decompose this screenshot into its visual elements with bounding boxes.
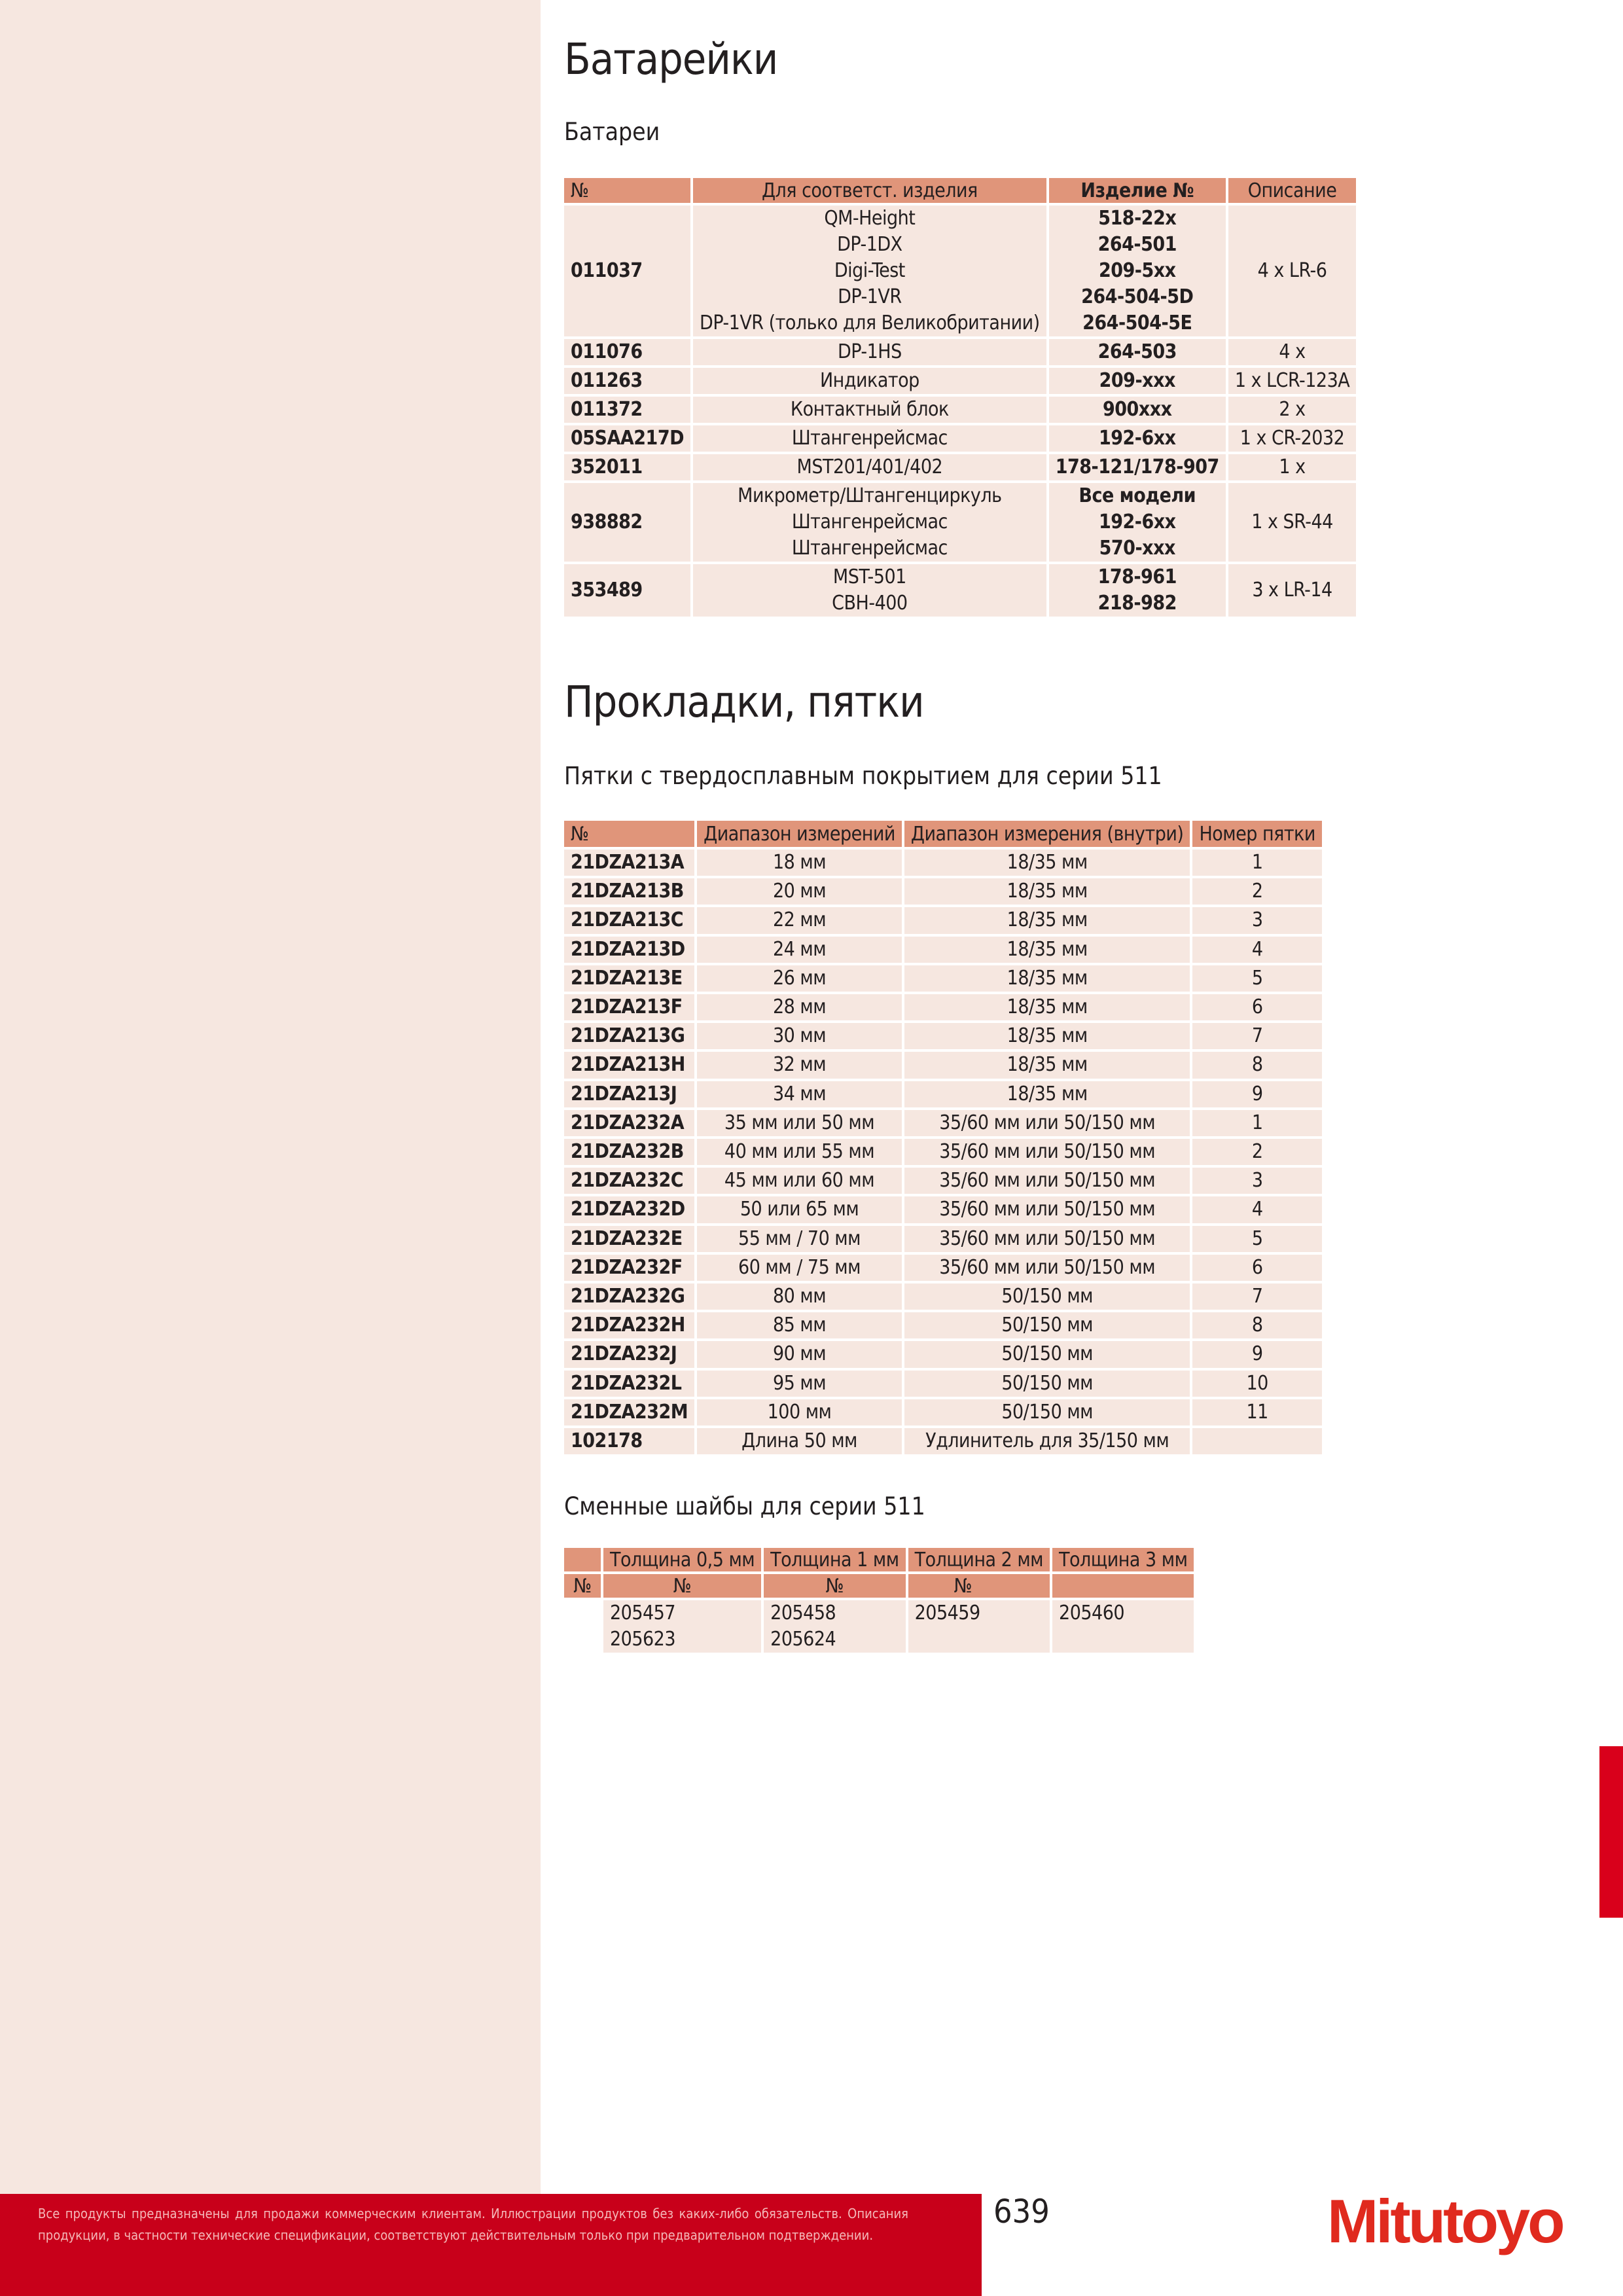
col-range-header: Диапазон измерений (697, 821, 902, 847)
table-row (564, 483, 1356, 562)
shim-2mm-numbers (908, 1600, 1050, 1653)
pads-title: Прокладки, пятки (564, 677, 924, 727)
page-number: 639 (993, 2193, 1050, 2231)
pad-number: 21DZA213E (564, 965, 694, 992)
pad-inner-range: 50/150 мм (904, 1399, 1190, 1426)
batteries-table (562, 175, 1359, 619)
battery-description: 1 x LCR-123A (1228, 368, 1356, 394)
battery-products-line: QM-Height (824, 207, 916, 230)
battery-products-line: CBH-400 (832, 592, 908, 615)
battery-products (693, 368, 1046, 394)
pad-range: 18 мм (697, 850, 902, 876)
pad-range: 34 мм (697, 1081, 902, 1107)
battery-number: 011263 (564, 368, 690, 394)
pad-inner-range: 18/35 мм (904, 850, 1190, 876)
row-label-header: № (564, 1574, 601, 1598)
pad-index: 9 (1192, 1341, 1321, 1367)
left-margin-panel (0, 0, 541, 2194)
pad-number: 21DZA232A (564, 1110, 694, 1136)
shim-1mm-numbers-line: 205624 (770, 1628, 836, 1651)
pad-range: 40 мм или 55 мм (697, 1139, 902, 1165)
pad-range: 22 мм (697, 907, 902, 933)
pad-number: 21DZA232G (564, 1283, 694, 1310)
battery-item-numbers-line: 570-xxx (1099, 537, 1175, 560)
col-2mm-no: № (908, 1574, 1050, 1598)
battery-item-numbers (1049, 397, 1226, 423)
col-desc-header: Описание (1228, 178, 1356, 203)
table-row (564, 397, 1356, 423)
pad-index: 4 (1192, 1196, 1321, 1223)
battery-products-line: Штангенрейсмас (791, 427, 948, 450)
table-header-row (564, 178, 1356, 203)
pad-range: 55 мм / 70 мм (697, 1226, 902, 1252)
pad-index: 2 (1192, 878, 1321, 905)
battery-number: 011372 (564, 397, 690, 423)
pad-range: 28 мм (697, 994, 902, 1020)
pad-inner-range: 50/150 мм (904, 1283, 1190, 1310)
pad-range: 30 мм (697, 1023, 902, 1049)
battery-products-line: MST201/401/402 (796, 456, 943, 478)
table-row (564, 994, 1322, 1020)
table-row (564, 1081, 1322, 1107)
battery-item-numbers (1049, 425, 1226, 452)
battery-products-line: Индикатор (819, 369, 919, 392)
col-no-header: № (564, 821, 694, 847)
battery-products-line: Контактный блок (790, 398, 949, 421)
pad-number: 21DZA213D (564, 937, 694, 963)
battery-item-numbers-line: 900xxx (1102, 398, 1172, 421)
battery-item-numbers-line: 178-121/178-907 (1055, 456, 1219, 478)
pad-number: 21DZA213G (564, 1023, 694, 1049)
pad-inner-range: 50/150 мм (904, 1341, 1190, 1367)
table-row (564, 1312, 1322, 1338)
battery-number: 938882 (564, 483, 690, 562)
col-0-5mm-no: № (603, 1574, 761, 1598)
table-row (564, 1428, 1322, 1454)
table-row (564, 564, 1356, 617)
pad-index: 7 (1192, 1023, 1321, 1049)
pad-index: 10 (1192, 1371, 1321, 1397)
battery-description: 2 x (1228, 397, 1356, 423)
battery-item-numbers (1049, 454, 1226, 480)
battery-item-numbers (1049, 206, 1226, 336)
battery-products-line: DP-1VR (838, 285, 902, 308)
pad-number: 21DZA232M (564, 1399, 694, 1426)
shim-0-5mm-numbers-line: 205623 (610, 1628, 676, 1651)
pad-inner-range: 35/60 мм или 50/150 мм (904, 1168, 1190, 1194)
pad-inner-range: 35/60 мм или 50/150 мм (904, 1196, 1190, 1223)
table-row (564, 1371, 1322, 1397)
shim-1mm-numbers (764, 1600, 905, 1653)
battery-products (693, 425, 1046, 452)
pad-number: 102178 (564, 1428, 694, 1454)
pad-range: 80 мм (697, 1283, 902, 1310)
table-row (564, 1226, 1322, 1252)
pad-range: 50 или 65 мм (697, 1196, 902, 1223)
pad-number: 21DZA232B (564, 1139, 694, 1165)
pad-number: 21DZA213C (564, 907, 694, 933)
pad-inner-range: 18/35 мм (904, 1023, 1190, 1049)
pad-index: 8 (1192, 1052, 1321, 1078)
pad-inner-range: 18/35 мм (904, 937, 1190, 963)
battery-description: 1 x SR-44 (1228, 483, 1356, 562)
table-header-row (564, 1548, 1194, 1571)
battery-description: 1 x (1228, 454, 1356, 480)
battery-item-numbers-line: 264-504-5D (1081, 285, 1194, 308)
pad-number: 21DZA213F (564, 994, 694, 1020)
battery-products-line: Штангенрейсмас (791, 537, 948, 560)
corner-cell (564, 1548, 601, 1571)
col-1mm-no: № (764, 1574, 905, 1598)
table-row (564, 368, 1356, 394)
battery-products (693, 339, 1046, 365)
pad-index: 7 (1192, 1283, 1321, 1310)
row-label-cell (564, 1600, 601, 1653)
pad-number: 21DZA232F (564, 1255, 694, 1281)
battery-item-numbers-line: 192-6xx (1098, 427, 1176, 450)
battery-item-numbers (1049, 339, 1226, 365)
pad-range: 90 мм (697, 1341, 902, 1367)
battery-item-numbers (1049, 564, 1226, 617)
table-row (564, 1196, 1322, 1223)
pad-range: 60 мм / 75 мм (697, 1255, 902, 1281)
pad-number: 21DZA213A (564, 850, 694, 876)
battery-description: 3 x LR-14 (1228, 564, 1356, 617)
pad-index: 1 (1192, 850, 1321, 876)
battery-item-numbers-line: 264-504-5E (1082, 312, 1192, 334)
table-row (564, 965, 1322, 992)
pad-index: 11 (1192, 1399, 1321, 1426)
pad-range: 100 мм (697, 1399, 902, 1426)
battery-products-line: MST-501 (832, 565, 906, 588)
battery-item-numbers (1049, 368, 1226, 394)
col-2mm-header: Толщина 2 мм (908, 1548, 1050, 1571)
battery-number: 353489 (564, 564, 690, 617)
pad-inner-range: 18/35 мм (904, 994, 1190, 1020)
col-no-header: № (564, 178, 690, 203)
battery-item-numbers-line: 178-961 (1097, 565, 1177, 588)
brand-logo: Mitutoyo (1327, 2187, 1563, 2255)
table-row (564, 1255, 1322, 1281)
pad-number: 21DZA232J (564, 1341, 694, 1367)
battery-products-line: Digi-Test (834, 259, 905, 282)
table-row (564, 1399, 1322, 1426)
table-row (564, 1168, 1322, 1194)
table-row (564, 1341, 1322, 1367)
battery-item-numbers-line: 192-6xx (1098, 511, 1176, 533)
pad-range: 32 мм (697, 1052, 902, 1078)
batteries-subtitle: Батареи (564, 118, 660, 146)
battery-item-numbers-line: Все модели (1079, 484, 1196, 507)
pad-inner-range: 35/60 мм или 50/150 мм (904, 1110, 1190, 1136)
pad-index: 2 (1192, 1139, 1321, 1165)
pad-number: 21DZA213H (564, 1052, 694, 1078)
shim-0-5mm-numbers (603, 1600, 761, 1653)
table-subheader-row (564, 1574, 1194, 1598)
pad-index: 9 (1192, 1081, 1321, 1107)
table-row (564, 907, 1322, 933)
pad-inner-range: 18/35 мм (904, 1052, 1190, 1078)
battery-item-numbers-line: 218-982 (1097, 592, 1177, 615)
pad-range: 95 мм (697, 1371, 902, 1397)
shim-3mm-numbers (1052, 1600, 1194, 1653)
pads-subtitle: Пятки с твердосплавным покрытием для серии 511 (564, 762, 1162, 790)
pad-index (1192, 1428, 1321, 1454)
pad-number: 21DZA213B (564, 878, 694, 905)
pad-range: 35 мм или 50 мм (697, 1110, 902, 1136)
shims-table (562, 1545, 1196, 1655)
pad-inner-range: 50/150 мм (904, 1371, 1190, 1397)
col-pad-number-header: Номер пятки (1192, 821, 1321, 847)
shims-subtitle: Сменные шайбы для серии 511 (564, 1492, 925, 1520)
table-row (564, 850, 1322, 876)
pad-index: 4 (1192, 937, 1321, 963)
pad-inner-range: 18/35 мм (904, 907, 1190, 933)
pad-number: 21DZA232E (564, 1226, 694, 1252)
table-row (564, 1600, 1194, 1653)
table-row (564, 425, 1356, 452)
table-row (564, 206, 1356, 336)
pad-index: 3 (1192, 907, 1321, 933)
pad-range: 24 мм (697, 937, 902, 963)
battery-products-line: Микрометр/Штангенциркуль (738, 484, 1002, 507)
pad-inner-range: 18/35 мм (904, 965, 1190, 992)
col-product-header: Для соответст. изделия (693, 178, 1046, 203)
table-row (564, 937, 1322, 963)
pad-number: 21DZA232L (564, 1371, 694, 1397)
battery-description: 4 x (1228, 339, 1356, 365)
pad-number: 21DZA232C (564, 1168, 694, 1194)
table-row (564, 339, 1356, 365)
table-row (564, 1052, 1322, 1078)
pad-index: 3 (1192, 1168, 1321, 1194)
pad-range: 26 мм (697, 965, 902, 992)
battery-number: 011076 (564, 339, 690, 365)
battery-description: 4 x LR-6 (1228, 206, 1356, 336)
pad-range: 45 мм или 60 мм (697, 1168, 902, 1194)
pad-range: 85 мм (697, 1312, 902, 1338)
table-row (564, 1139, 1322, 1165)
col-3mm-no (1052, 1574, 1194, 1598)
battery-item-numbers-line: 264-503 (1097, 340, 1177, 363)
pad-number: 21DZA232H (564, 1312, 694, 1338)
battery-number: 352011 (564, 454, 690, 480)
pad-index: 5 (1192, 1226, 1321, 1252)
pad-range: 20 мм (697, 878, 902, 905)
pad-inner-range: 18/35 мм (904, 1081, 1190, 1107)
pad-inner-range: Удлинитель для 35/150 мм (904, 1428, 1190, 1454)
battery-products (693, 454, 1046, 480)
batteries-title: Батарейки (564, 34, 778, 84)
battery-item-numbers-line: 209-xxx (1099, 369, 1175, 392)
battery-number: 05SAA217D (564, 425, 690, 452)
battery-products-line: DP-1DX (837, 233, 902, 256)
shim-3mm-numbers-line: 205460 (1059, 1602, 1125, 1624)
table-row (564, 1110, 1322, 1136)
col-0-5mm-header: Толщина 0,5 мм (603, 1548, 761, 1571)
pad-number: 21DZA232D (564, 1196, 694, 1223)
table-row (564, 878, 1322, 905)
battery-products-line: Штангенрейсмас (791, 511, 948, 533)
table-row (564, 1023, 1322, 1049)
battery-item-numbers-line: 264-501 (1097, 233, 1177, 256)
pad-index: 1 (1192, 1110, 1321, 1136)
pad-inner-range: 50/150 мм (904, 1312, 1190, 1338)
pad-inner-range: 35/60 мм или 50/150 мм (904, 1139, 1190, 1165)
battery-description: 1 x CR-2032 (1228, 425, 1356, 452)
section-tab-marker (1599, 1746, 1623, 1918)
shim-0-5mm-numbers-line: 205457 (610, 1602, 676, 1624)
pad-inner-range: 18/35 мм (904, 878, 1190, 905)
battery-products (693, 483, 1046, 562)
battery-number: 011037 (564, 206, 690, 336)
shim-2mm-numbers-line: 205459 (914, 1602, 980, 1624)
table-row (564, 1283, 1322, 1310)
pads-table (562, 818, 1325, 1457)
battery-item-numbers (1049, 483, 1226, 562)
col-1mm-header: Толщина 1 мм (764, 1548, 905, 1571)
battery-products-line: DP-1HS (837, 340, 902, 363)
battery-item-numbers-line: 518-22x (1098, 207, 1177, 230)
pad-index: 6 (1192, 994, 1321, 1020)
battery-products (693, 564, 1046, 617)
table-row (564, 454, 1356, 480)
footer-disclaimer: Все продукты предназначены для продажи коммерческим клиентам. Иллюстрации продуктов без каких-либо обязательств. Описания продукции, в частности технические спецификации, соответствуют действительным только при предварительном подтверждении. (38, 2206, 908, 2243)
battery-item-numbers-line: 209-5xx (1098, 259, 1176, 282)
shim-1mm-numbers-line: 205458 (770, 1602, 836, 1624)
pad-index: 8 (1192, 1312, 1321, 1338)
pad-number: 21DZA213J (564, 1081, 694, 1107)
pad-inner-range: 35/60 мм или 50/150 мм (904, 1226, 1190, 1252)
battery-products-line: DP-1VR (только для Великобритании) (700, 312, 1040, 334)
battery-products (693, 206, 1046, 336)
pad-range: Длина 50 мм (697, 1428, 902, 1454)
col-item-header: Изделие № (1049, 178, 1226, 203)
col-inner-range-header: Диапазон измерения (внутри) (904, 821, 1190, 847)
table-header-row (564, 821, 1322, 847)
pad-index: 6 (1192, 1255, 1321, 1281)
pad-index: 5 (1192, 965, 1321, 992)
pad-inner-range: 35/60 мм или 50/150 мм (904, 1255, 1190, 1281)
col-3mm-header: Толщина 3 мм (1052, 1548, 1194, 1571)
battery-products (693, 397, 1046, 423)
